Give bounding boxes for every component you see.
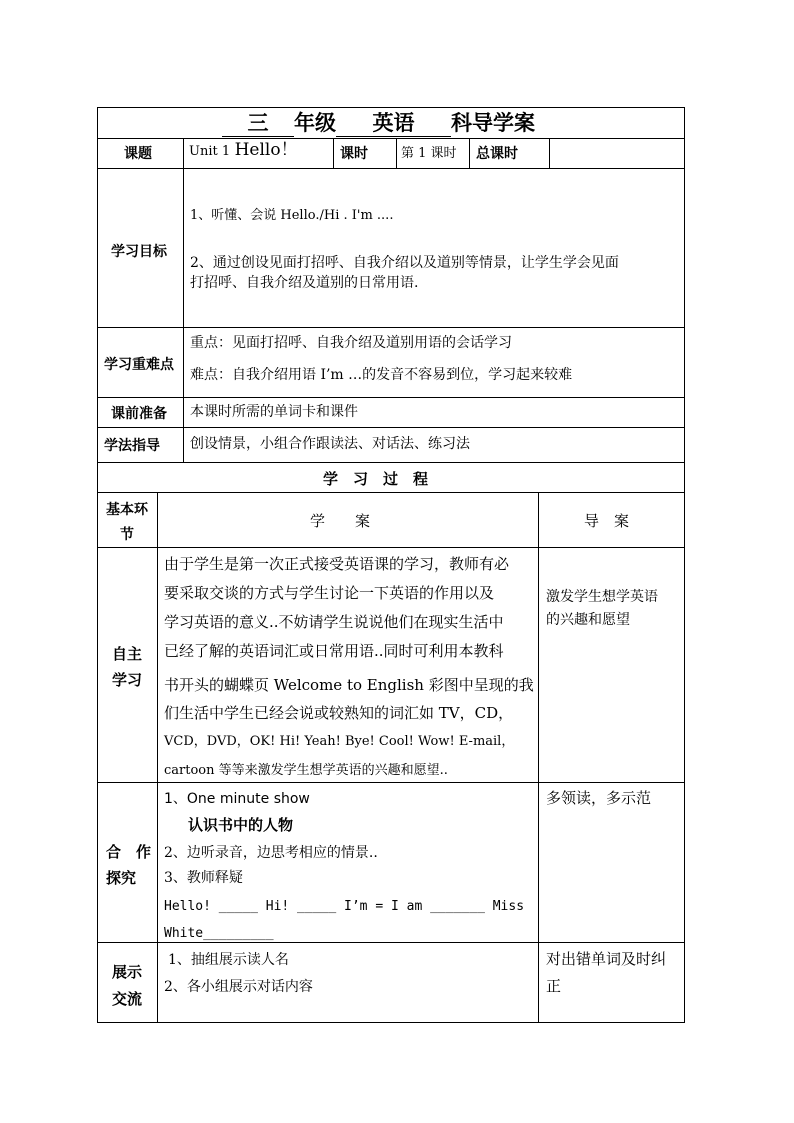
preparation-label: 课前准备	[111, 406, 167, 422]
col-line	[157, 492, 158, 1022]
self-study-line: 要采取交谈的方式与学生讨论一下英语的作用以及	[164, 584, 495, 602]
self-study-label-line-2: 学习	[112, 671, 143, 689]
row-line	[97, 427, 685, 428]
document-title	[222, 110, 535, 137]
topic-label: 课题	[124, 146, 152, 162]
grade-word: 年级	[294, 110, 336, 135]
self-study-line: 已经了解的英语词汇或日常用语..同时可利用本教科	[164, 642, 504, 660]
study-column-header: 学 案	[310, 512, 371, 530]
unit-prefix: Unit 1	[189, 144, 231, 159]
difficult-point: 难点：自我介绍用语 I’m …的发音不容易到位，学习起来较难	[190, 367, 573, 383]
row-line	[97, 168, 685, 169]
row-line	[97, 462, 685, 463]
table-top-border	[97, 107, 685, 108]
method-text: 创设情景，小组合作跟读法、对话法、练习法	[190, 436, 470, 452]
self-study-label-line-1: 自主	[112, 645, 143, 663]
display-label-line-2: 交流	[112, 990, 143, 1008]
col-line	[333, 138, 334, 168]
stage-column-header-line-2: 节	[120, 527, 134, 543]
period-label: 课时	[340, 146, 368, 162]
self-study-line: VCD，DVD，OK! Hi! Yeah! Bye! Cool! Wow! E-mail，	[164, 734, 515, 749]
period-value: 第 1 课时	[401, 146, 457, 161]
table-right-border	[684, 107, 685, 1023]
goal-item-2-line-2: 打招呼、自我介绍及道别的日常用语.	[190, 275, 419, 291]
col-line	[469, 138, 470, 168]
explore-step-1: 1、One minute show	[164, 791, 310, 807]
explore-guide: 多领读，多示范	[546, 789, 652, 807]
method-label: 学法指导	[104, 438, 160, 454]
row-line	[97, 782, 685, 783]
dialog-line-2: White_________	[164, 926, 274, 941]
self-study-line: cartoon 等等来激发学生想学英语的兴趣和愿望..	[164, 763, 448, 778]
dialog-line-1: Hello! _____ Hi! _____ I’m = I am _______ Miss	[164, 899, 525, 914]
explore-label-line-2: 探究	[106, 869, 137, 887]
display-guide-line-1: 对出错单词及时纠	[546, 950, 667, 968]
goal-item-1: 1、听懂、会说 Hello./Hi . I'm ....	[190, 208, 394, 223]
subject-value: 英语	[372, 110, 415, 135]
goals-label: 学习目标	[111, 244, 167, 260]
row-line	[97, 138, 685, 139]
self-study-guide-line-2: 的兴趣和愿望	[546, 612, 630, 628]
display-guide-line-2: 正	[546, 977, 562, 995]
guide-column-header: 导 案	[584, 512, 630, 530]
display-item-2: 2、各小组展示对话内容	[164, 979, 313, 995]
col-line	[183, 138, 184, 168]
self-study-line: 学习英语的意义..不妨请学生说说他们在现实生活中	[164, 613, 504, 631]
display-item-1: 1、抽组展示读人名	[168, 952, 289, 968]
focus-point: 重点：见面打招呼、自我介绍及道别用语的会话学习	[190, 335, 512, 351]
row-line	[97, 547, 685, 548]
unit-name: Hello！	[234, 140, 298, 160]
stage-column-header-line-1: 基本环	[106, 502, 148, 518]
grade-value: 三	[247, 110, 269, 135]
self-study-line: 们生活中学生已经会说或较熟知的词汇如 TV，CD，	[164, 704, 514, 722]
explore-label-line-1: 合 作	[106, 843, 152, 861]
key-points-label: 学习重难点	[104, 357, 174, 373]
preparation-text: 本课时所需的单词卡和课件	[190, 404, 358, 420]
col-line	[549, 138, 550, 168]
unit-title	[189, 141, 298, 161]
row-line	[97, 397, 685, 398]
total-periods-label: 总课时	[476, 146, 518, 162]
doc-type: 科导学案	[451, 110, 535, 135]
display-label-line-1: 展示	[112, 963, 143, 981]
self-study-line: 由于学生是第一次正式接受英语课的学习，教师有必	[164, 555, 510, 573]
row-line	[97, 492, 685, 493]
self-study-line: 书开头的蝴蝶页 Welcome to English 彩图中呈现的我	[164, 676, 534, 694]
explore-step-1-sub: 认识书中的人物	[188, 816, 294, 834]
col-line	[396, 138, 397, 168]
table-left-border	[97, 107, 98, 1023]
explore-step-2: 2、边听录音，边思考相应的情景..	[164, 845, 378, 861]
col-line	[538, 492, 539, 1022]
goal-item-2-line-1: 2、通过创设见面打招呼、自我介绍以及道别等情景，让学生学会见面	[190, 255, 619, 271]
self-study-guide-line-1: 激发学生想学英语	[546, 589, 658, 605]
row-line	[97, 327, 685, 328]
explore-step-3: 3、教师释疑	[164, 870, 243, 886]
table-bottom-border	[97, 1022, 685, 1023]
col-line	[183, 168, 184, 462]
process-title: 学 习 过 程	[323, 470, 429, 488]
